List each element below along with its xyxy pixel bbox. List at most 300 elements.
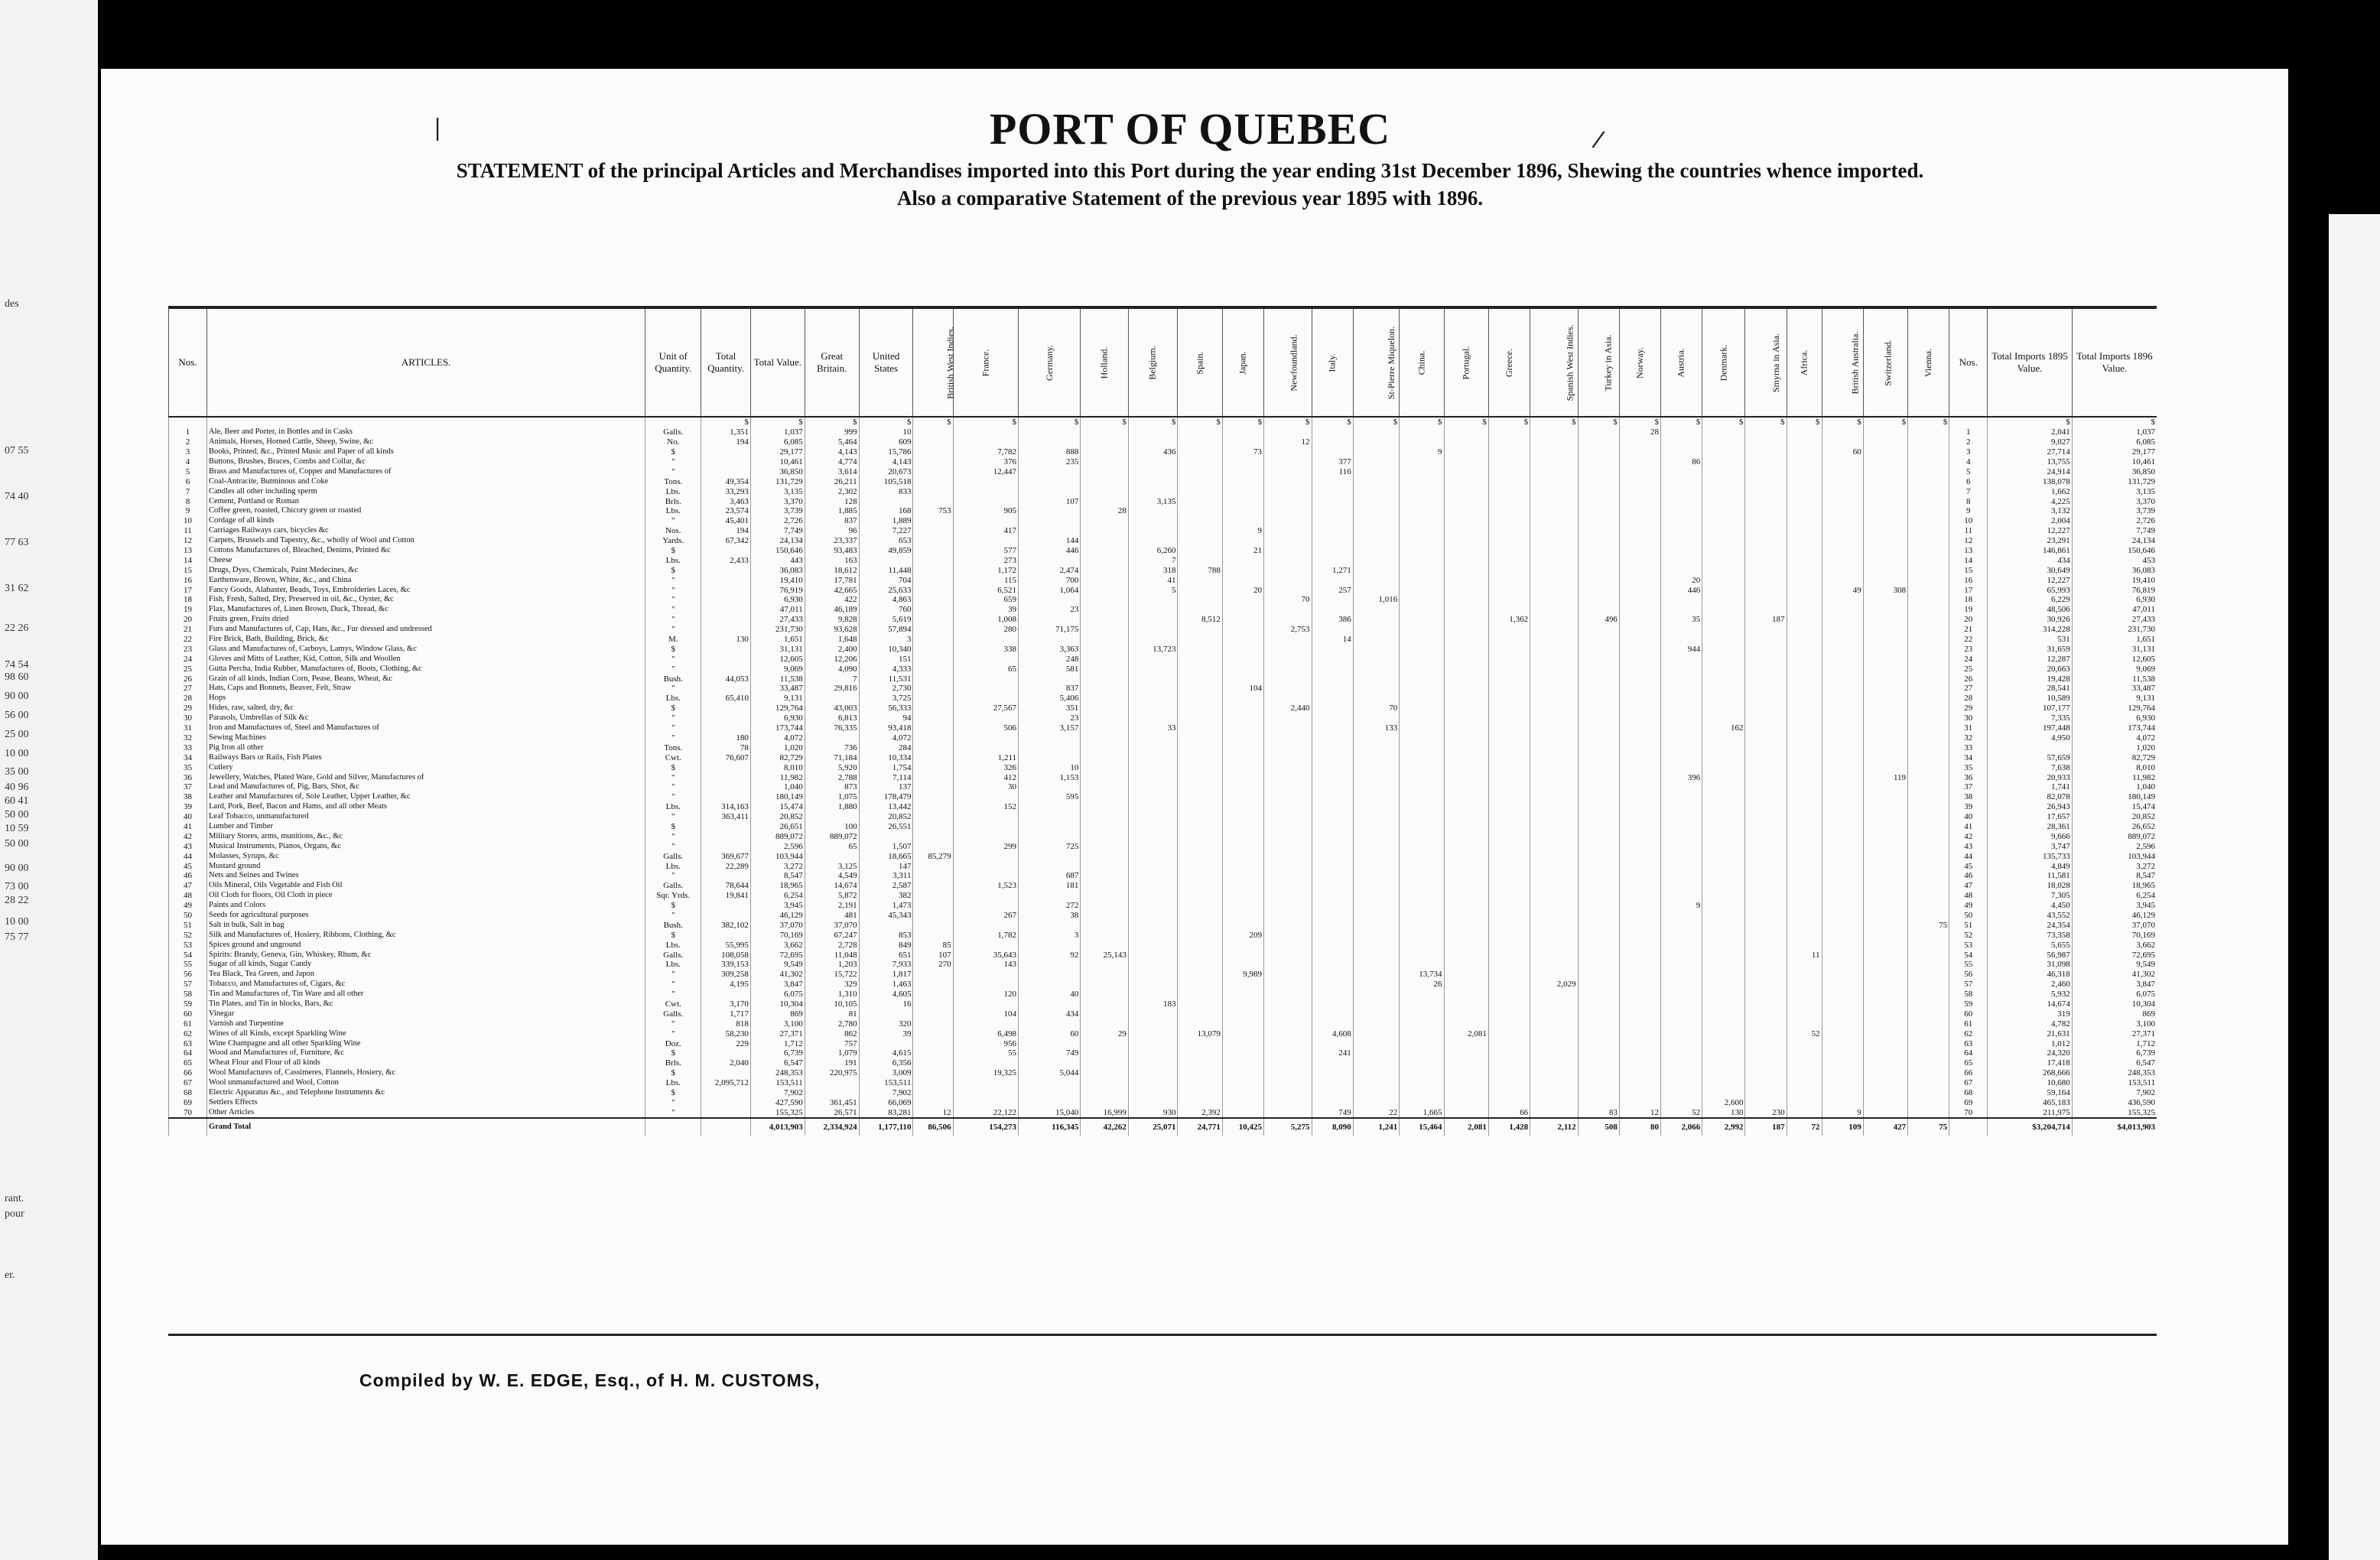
table-cell <box>1222 1097 1263 1107</box>
table-cell: " <box>645 1019 701 1029</box>
table-cell <box>1822 635 1863 645</box>
table-cell <box>1530 871 1579 881</box>
table-cell <box>1619 980 1660 990</box>
table-cell <box>913 841 953 851</box>
table-cell <box>1178 674 1222 684</box>
table-cell <box>1312 625 1353 635</box>
table-cell: 10,589 <box>1988 694 2072 704</box>
table-cell <box>1488 427 1530 437</box>
table-cell <box>1787 861 1822 871</box>
table-cell <box>1081 565 1129 575</box>
table-cell <box>1488 1088 1530 1098</box>
table-cell: Bush. <box>645 674 701 684</box>
table-cell <box>1488 664 1530 674</box>
table-cell <box>1081 694 1129 704</box>
table-cell: 13 <box>169 546 207 556</box>
table-cell <box>1702 822 1745 832</box>
table-row <box>169 1009 2157 1019</box>
margin-fragment: 22 26 <box>5 622 29 634</box>
table-cell <box>1908 881 1949 891</box>
table-cell <box>1178 1097 1222 1107</box>
table-cell: 39 <box>953 605 1018 615</box>
table-cell: $4,013,903 <box>2072 1118 2157 1136</box>
table-cell: 119 <box>1863 772 1907 782</box>
table-cell <box>1661 871 1702 881</box>
table-cell: 4,863 <box>859 595 913 605</box>
table-cell <box>1822 831 1863 841</box>
table-cell <box>1863 713 1907 723</box>
table-cell: 42 <box>169 831 207 841</box>
table-cell <box>1312 476 1353 486</box>
table-cell <box>1863 752 1907 762</box>
table-cell <box>1822 644 1863 654</box>
table-cell <box>1081 990 1129 999</box>
table-cell <box>1578 1009 1619 1019</box>
table-row <box>169 960 2157 970</box>
table-cell: 43 <box>169 841 207 851</box>
table-cell: 2,753 <box>1264 625 1312 635</box>
table-cell <box>913 792 953 802</box>
table-cell <box>1312 920 1353 930</box>
table-cell <box>913 822 953 832</box>
table-cell: 92 <box>1019 950 1081 960</box>
table-cell <box>1353 792 1399 802</box>
table-cell <box>1488 841 1530 851</box>
table-cell <box>1312 723 1353 733</box>
table-cell: 65 <box>169 1058 207 1068</box>
table-cell: 9,828 <box>805 615 859 625</box>
table-cell <box>1908 782 1949 792</box>
table-row <box>169 792 2157 802</box>
article-name: Wines of all Kinds, except Sparkling Wine <box>207 1029 645 1038</box>
table-cell <box>1353 496 1399 506</box>
table-cell: " <box>645 575 701 585</box>
table-cell <box>1488 950 1530 960</box>
table-cell <box>1264 635 1312 645</box>
table-cell: 1,203 <box>805 960 859 970</box>
table-cell <box>1908 585 1949 595</box>
table-cell <box>913 457 953 467</box>
table-cell <box>1264 1078 1312 1088</box>
table-cell <box>1908 1019 1949 1029</box>
table-cell <box>1019 516 1081 526</box>
table-cell <box>1222 1029 1263 1038</box>
table-cell <box>1312 930 1353 940</box>
table-cell: Doz. <box>645 1038 701 1048</box>
table-row <box>169 575 2157 585</box>
table-cell: 382 <box>859 891 913 901</box>
table-cell: 446 <box>1661 585 1702 595</box>
table-cell <box>701 822 751 832</box>
table-cell <box>1702 526 1745 536</box>
table-cell: 10 <box>859 427 913 437</box>
table-cell <box>1787 881 1822 891</box>
table-cell <box>1578 1019 1619 1029</box>
table-cell <box>1444 565 1488 575</box>
table-cell <box>1222 881 1263 891</box>
table-cell <box>1353 752 1399 762</box>
table-cell: 27 <box>169 684 207 694</box>
table-cell <box>1530 1029 1579 1038</box>
table-cell: 22 <box>169 635 207 645</box>
table-cell <box>1702 516 1745 526</box>
table-cell <box>1353 644 1399 654</box>
table-cell: 1,665 <box>1400 1107 1444 1118</box>
table-cell <box>1178 881 1222 891</box>
table-cell <box>1661 752 1702 762</box>
table-cell <box>1264 733 1312 743</box>
table-cell <box>1264 555 1312 565</box>
table-cell <box>1178 871 1222 881</box>
table-cell <box>1822 526 1863 536</box>
table-cell: $ <box>1222 417 1263 427</box>
table-cell <box>1702 1058 1745 1068</box>
table-cell <box>1787 526 1822 536</box>
table-cell <box>1745 654 1787 664</box>
table-cell <box>1400 812 1444 822</box>
table-cell <box>1081 901 1129 911</box>
table-cell <box>1745 466 1787 476</box>
article-name: Lard, Pork, Beef, Bacon and Hams, and all other Meats <box>207 802 645 812</box>
table-cell <box>1863 990 1907 999</box>
table-cell: $ <box>1863 417 1907 427</box>
table-cell <box>1400 664 1444 674</box>
margin-fragment: 74 40 <box>5 491 29 502</box>
column-header: France. <box>953 309 1018 417</box>
table-cell <box>1312 891 1353 901</box>
table-cell <box>1081 674 1129 684</box>
table-cell: 48 <box>169 891 207 901</box>
table-cell <box>1661 486 1702 496</box>
article-name: Jewellery, Watches, Plated Ware, Gold and Silver, Manufactures of <box>207 772 645 782</box>
table-cell <box>913 861 953 871</box>
table-cell <box>701 654 751 664</box>
table-cell <box>1661 743 1702 752</box>
table-cell: " <box>645 990 701 999</box>
table-cell <box>1444 1068 1488 1078</box>
table-cell <box>1128 762 1178 772</box>
table-cell: 17 <box>1949 585 1988 595</box>
table-cell <box>1400 772 1444 782</box>
table-cell <box>1822 772 1863 782</box>
table-cell: 2,726 <box>750 516 805 526</box>
table-cell <box>1661 970 1702 980</box>
table-cell <box>953 1078 1018 1088</box>
table-cell <box>1400 1078 1444 1088</box>
table-cell <box>1178 536 1222 546</box>
table-cell <box>1222 762 1263 772</box>
table-cell <box>1661 546 1702 556</box>
table-cell: 23 <box>1019 605 1081 615</box>
table-cell: 57 <box>1949 980 1988 990</box>
table-cell: 26,652 <box>2072 822 2157 832</box>
table-cell: 9 <box>1222 526 1263 536</box>
table-cell <box>1019 674 1081 684</box>
table-cell <box>913 605 953 615</box>
table-cell <box>1822 871 1863 881</box>
table-cell: 29 <box>169 704 207 713</box>
article-name: Ale, Beer and Porter, in Bottles and in Casks <box>207 427 645 437</box>
table-cell <box>1578 970 1619 980</box>
table-cell <box>953 792 1018 802</box>
table-cell: 749 <box>1312 1107 1353 1118</box>
table-cell: 129,764 <box>2072 704 2157 713</box>
table-cell <box>1400 684 1444 694</box>
table-cell <box>1702 466 1745 476</box>
table-cell: 10,461 <box>750 457 805 467</box>
table-cell <box>1619 585 1660 595</box>
article-name: Flax, Manufactures of, Linen Brown, Duck, Thread, &c <box>207 605 645 615</box>
table-cell <box>1178 546 1222 556</box>
table-cell <box>1619 802 1660 812</box>
table-cell <box>1400 536 1444 546</box>
table-cell <box>1081 891 1129 901</box>
table-cell <box>1787 605 1822 615</box>
table-cell: 595 <box>1019 792 1081 802</box>
table-cell: 4,549 <box>805 871 859 881</box>
table-cell <box>1222 901 1263 911</box>
table-cell <box>1222 1068 1263 1078</box>
table-cell <box>1444 1107 1488 1118</box>
table-cell <box>1619 782 1660 792</box>
table-cell: 9,069 <box>2072 664 2157 674</box>
table-cell <box>1863 506 1907 516</box>
table-cell <box>953 871 1018 881</box>
table-cell <box>1444 1019 1488 1029</box>
table-cell <box>1128 1078 1178 1088</box>
table-cell <box>1787 752 1822 762</box>
article-name: Tin and Manufactures of, Tin Ware and all other <box>207 990 645 999</box>
table-cell: 11,538 <box>2072 674 2157 684</box>
table-cell: 229 <box>701 1038 751 1048</box>
table-cell <box>1702 546 1745 556</box>
table-cell: 651 <box>859 950 913 960</box>
table-cell: 183 <box>1128 999 1178 1009</box>
table-cell: Galls. <box>645 950 701 960</box>
table-cell <box>1702 1078 1745 1088</box>
table-cell <box>1822 920 1863 930</box>
table-cell: 1 <box>1949 427 1988 437</box>
table-cell <box>913 881 953 891</box>
table-cell <box>1787 901 1822 911</box>
column-header: Total Quantity. <box>701 309 751 417</box>
table-cell <box>1863 625 1907 635</box>
column-header: Nos. <box>1949 309 1988 417</box>
table-row <box>169 447 2157 457</box>
table-cell <box>1787 1038 1822 1048</box>
table-cell <box>1312 1088 1353 1098</box>
table-cell: 280 <box>953 625 1018 635</box>
table-cell <box>1908 1078 1949 1088</box>
table-cell: 13,079 <box>1178 1029 1222 1038</box>
margin-fragment: 74 54 <box>5 659 29 671</box>
table-cell: 36 <box>1949 772 1988 782</box>
table-cell: 76,919 <box>750 585 805 595</box>
column-header: China. <box>1400 309 1444 417</box>
table-cell <box>1222 1048 1263 1058</box>
table-cell: 181 <box>1019 881 1081 891</box>
table-cell <box>913 546 953 556</box>
table-cell <box>1444 822 1488 832</box>
table-cell: 60 <box>1949 1009 1988 1019</box>
table-cell <box>1745 496 1787 506</box>
table-cell <box>1488 1058 1530 1068</box>
table-cell: 42,262 <box>1081 1118 1129 1136</box>
table-cell <box>1745 486 1787 496</box>
table-cell: 241 <box>1312 1048 1353 1058</box>
table-cell <box>1702 733 1745 743</box>
table-cell <box>1578 861 1619 871</box>
table-cell <box>1488 871 1530 881</box>
table-cell: $ <box>1312 417 1353 427</box>
table-cell <box>1908 1097 1949 1107</box>
table-cell <box>1400 575 1444 585</box>
table-cell: 45,401 <box>701 516 751 526</box>
table-cell <box>1619 999 1660 1009</box>
table-cell: 12 <box>1619 1107 1660 1118</box>
table-cell <box>1178 743 1222 752</box>
table-cell <box>1908 861 1949 871</box>
table-cell: 3,100 <box>750 1019 805 1029</box>
article-name: Vinegar <box>207 1009 645 1019</box>
table-cell <box>1081 812 1129 822</box>
table-cell: 152 <box>953 802 1018 812</box>
margin-fragment: rant. <box>5 1193 24 1204</box>
table-cell <box>913 635 953 645</box>
table-cell <box>1264 466 1312 476</box>
table-cell: 211,975 <box>1988 1107 2072 1118</box>
table-cell <box>1949 417 1988 427</box>
table-cell <box>1745 476 1787 486</box>
table-cell: 62 <box>1949 1029 1988 1038</box>
table-cell: 1,463 <box>859 980 913 990</box>
table-cell: Tons. <box>645 476 701 486</box>
table-cell <box>1578 723 1619 733</box>
table-cell <box>1081 802 1129 812</box>
column-header: United States <box>859 309 913 417</box>
table-cell <box>1019 782 1081 792</box>
table-cell <box>1178 891 1222 901</box>
table-cell <box>1619 457 1660 467</box>
table-cell <box>1908 822 1949 832</box>
table-cell <box>701 546 751 556</box>
table-cell <box>1178 1068 1222 1078</box>
table-cell <box>1702 1029 1745 1038</box>
table-cell <box>1312 694 1353 704</box>
table-cell <box>1530 615 1579 625</box>
table-cell <box>1787 812 1822 822</box>
table-cell <box>1081 881 1129 891</box>
table-cell <box>1745 802 1787 812</box>
table-cell <box>1578 595 1619 605</box>
article-name: Wool Manufactures of, Cassimeres, Flannels, Hosiery, &c <box>207 1068 645 1078</box>
table-cell <box>1787 851 1822 861</box>
table-cell <box>1702 496 1745 506</box>
table-cell <box>1619 565 1660 575</box>
table-cell <box>1081 536 1129 546</box>
table-cell <box>1264 851 1312 861</box>
table-cell: 20,852 <box>2072 812 2157 822</box>
table-cell: " <box>645 516 701 526</box>
table-cell <box>1822 851 1863 861</box>
table-cell <box>1578 950 1619 960</box>
table-cell: 3,662 <box>750 940 805 950</box>
table-cell <box>1222 851 1263 861</box>
table-cell <box>1222 733 1263 743</box>
table-cell: 41 <box>1949 822 1988 832</box>
table-cell: Brls. <box>645 1058 701 1068</box>
table-cell <box>1530 881 1579 891</box>
table-cell <box>913 1048 953 1058</box>
table-cell: 85,279 <box>913 851 953 861</box>
table-cell <box>1702 486 1745 496</box>
table-cell <box>1530 555 1579 565</box>
table-cell: 28 <box>169 694 207 704</box>
table-cell <box>1745 999 1787 1009</box>
table-cell <box>1745 713 1787 723</box>
table-cell <box>1863 536 1907 546</box>
table-cell <box>1787 792 1822 802</box>
table-cell <box>1222 1038 1263 1048</box>
table-cell: 20 <box>169 615 207 625</box>
table-cell <box>1400 1019 1444 1029</box>
table-cell <box>1488 437 1530 447</box>
table-cell <box>1128 536 1178 546</box>
table-cell <box>1353 911 1399 921</box>
article-name: Glass and Manufactures of, Carboys, Lamys, Window Glass, &c <box>207 644 645 654</box>
table-cell <box>1702 506 1745 516</box>
table-cell <box>1745 911 1787 921</box>
table-cell <box>1081 841 1129 851</box>
article-name: Wheat Flour and Flour of all kinds <box>207 1058 645 1068</box>
table-cell <box>1353 575 1399 585</box>
column-header: Turkey in Asia. <box>1578 309 1619 417</box>
imports-table-wrapper <box>168 306 2157 1336</box>
table-cell: 386 <box>1312 615 1353 625</box>
table-cell <box>953 999 1018 1009</box>
table-cell: 133 <box>1353 723 1399 733</box>
table-cell <box>1863 851 1907 861</box>
table-cell <box>1178 802 1222 812</box>
table-cell: 10,461 <box>2072 457 2157 467</box>
table-cell <box>1400 960 1444 970</box>
table-cell <box>1822 960 1863 970</box>
table-cell: 956 <box>953 1038 1018 1048</box>
table-cell <box>1787 920 1822 930</box>
table-cell <box>1745 970 1787 980</box>
table-cell <box>1178 861 1222 871</box>
table-cell <box>1128 1058 1178 1068</box>
table-cell: 3,272 <box>750 861 805 871</box>
table-cell: 23 <box>169 644 207 654</box>
article-name: Cottons Manufactures of, Bleached, Denims, Printed &c <box>207 546 645 556</box>
table-cell: 1,473 <box>859 901 913 911</box>
table-cell <box>1353 802 1399 812</box>
table-cell <box>1178 960 1222 970</box>
table-cell <box>1578 930 1619 940</box>
table-cell: 22,122 <box>953 1107 1018 1118</box>
table-cell: 3,009 <box>859 1068 913 1078</box>
table-cell <box>1488 644 1530 654</box>
table-cell <box>1619 447 1660 457</box>
table-cell <box>1578 476 1619 486</box>
table-cell <box>1908 970 1949 980</box>
table-cell <box>913 585 953 595</box>
table-cell <box>1222 486 1263 496</box>
table-cell: " <box>645 466 701 476</box>
table-cell <box>1745 723 1787 733</box>
table-cell: 2,029 <box>1530 980 1579 990</box>
